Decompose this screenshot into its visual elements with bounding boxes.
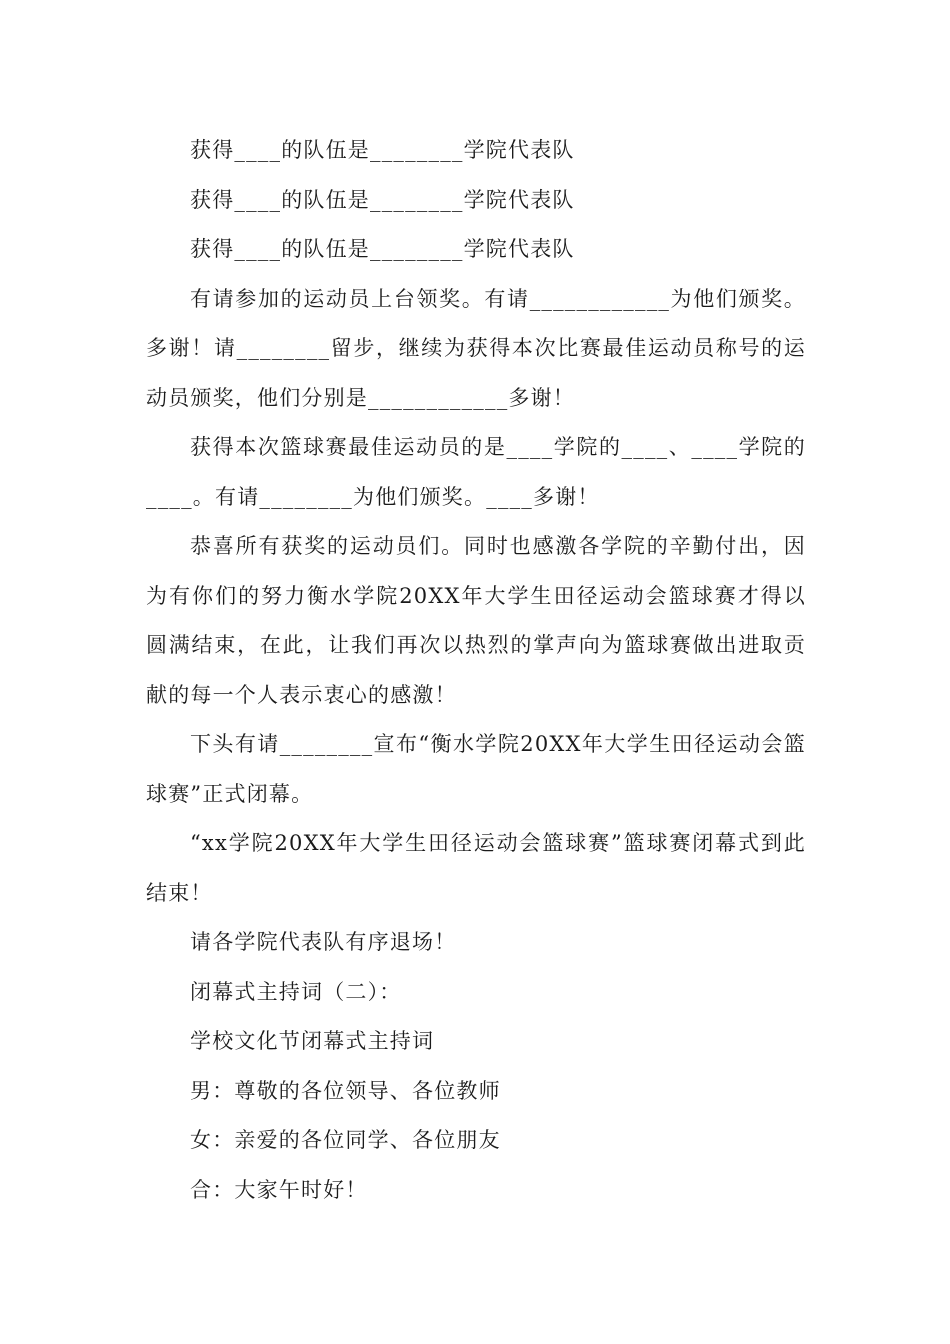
section-subtitle: 学校文化节闭幕式主持词: [190, 1029, 435, 1053]
award-team-line-3: 获得____的队伍是________学院代表队: [190, 237, 575, 261]
award-team-line-1: 获得____的队伍是________学院代表队: [190, 138, 575, 162]
female-host-line: 女：亲爱的各位同学、各位朋友: [190, 1128, 501, 1152]
award-team-line-2: 获得____的队伍是________学院代表队: [190, 187, 575, 212]
closing-announcement-paragraph: 下头有请________宣布“衡水学院20XX年大学生田径运动会篮球赛”正式闭幕。: [146, 732, 806, 806]
together-line: 合：大家午时好！: [190, 1177, 368, 1202]
award-presentation-paragraph: 有请参加的运动员上台领奖。有请____________为他们颁奖。多谢！请________留步，继续为获得本次比赛最佳运动员称号的运动员颁奖，他们分别是____________多谢！: [146, 286, 806, 410]
ceremony-end-paragraph: “xx学院20XX年大学生田径运动会篮球赛”篮球赛闭幕式到此结束！: [146, 831, 806, 905]
section-heading: 闭幕式主持词（二）：: [190, 979, 402, 1004]
exit-paragraph: 请各学院代表队有序退场！: [190, 930, 457, 954]
document-page: [146, 126, 806, 1215]
best-player-paragraph: 获得本次篮球赛最佳运动员的是____学院的____、____学院的____。有请________为他们颁奖。____多谢！: [146, 435, 806, 509]
congratulations-paragraph: 恭喜所有获奖的运动员们。同时也感激各学院的辛勤付出，因为有你们的努力衡水学院20XX年大学生田径运动会篮球赛才得以圆满结束，在此，让我们再次以热烈的掌声向为篮球赛做出进取贡献的每一个人表示衷心的感激！: [146, 534, 806, 707]
male-host-line: 男：尊敬的各位领导、各位教师: [190, 1078, 501, 1103]
